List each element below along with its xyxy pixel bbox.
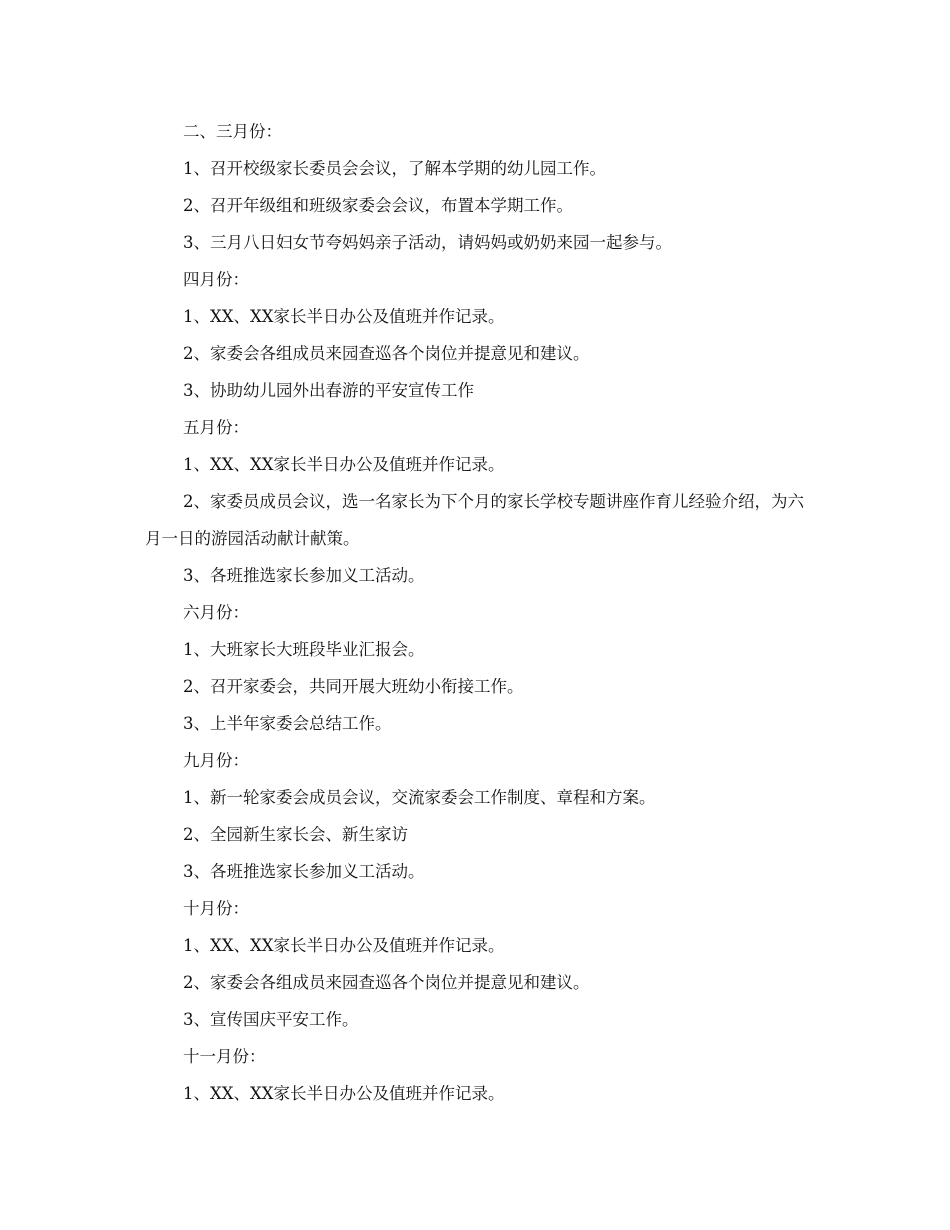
section-heading-october: 十月份：: [183, 899, 249, 918]
document-body: [145, 113, 805, 1112]
list-item: 2、召开年级组和班级家委会会议，布置本学期工作。: [183, 196, 573, 215]
section-heading-june: 六月份：: [183, 603, 249, 622]
list-item: 3、三月八日妇女节夸妈妈亲子活动，请妈妈或奶奶来园一起参与。: [183, 233, 672, 252]
list-item: 3、宣传国庆平安工作。: [183, 1010, 359, 1029]
list-item: 2、全园新生家长会、新生家访: [183, 825, 408, 844]
section-heading-march: 二、三月份：: [183, 122, 282, 141]
list-item: 2、家委会各组成员来园查巡各个岗位并提意见和建议。: [183, 973, 590, 992]
list-item: 3、各班推选家长参加义工活动。: [183, 862, 425, 881]
list-item: 1、XX、XX家长半日办公及值班并作记录。: [183, 936, 505, 955]
list-item: 1、XX、XX家长半日办公及值班并作记录。: [183, 1084, 505, 1103]
list-item: 2、家委员成员会议，选一名家长为下个月的家长学校专题讲座作育儿经验介绍，为六月一日的游园活动献计献策。: [145, 492, 804, 548]
list-item: 1、新一轮家委会成员会议，交流家委会工作制度、章程和方案。: [183, 788, 656, 807]
list-item: 3、上半年家委会总结工作。: [183, 714, 392, 733]
list-item: 3、各班推选家长参加义工活动。: [183, 566, 425, 585]
list-item: 1、大班家长大班段毕业汇报会。: [183, 640, 425, 659]
list-item: 1、XX、XX家长半日办公及值班并作记录。: [183, 307, 505, 326]
list-item: 2、召开家委会，共同开展大班幼小衔接工作。: [183, 677, 524, 696]
list-item: 2、家委会各组成员来园查巡各个岗位并提意见和建议。: [183, 344, 590, 363]
section-heading-november: 十一月份：: [183, 1047, 266, 1066]
section-heading-september: 九月份：: [183, 751, 249, 770]
list-item: 3、协助幼儿园外出春游的平安宣传工作: [183, 381, 474, 400]
section-heading-may: 五月份：: [183, 418, 249, 437]
list-item: 1、XX、XX家长半日办公及值班并作记录。: [183, 455, 505, 474]
section-heading-april: 四月份：: [183, 270, 249, 289]
list-item: 1、召开校级家长委员会会议，了解本学期的幼儿园工作。: [183, 159, 606, 178]
